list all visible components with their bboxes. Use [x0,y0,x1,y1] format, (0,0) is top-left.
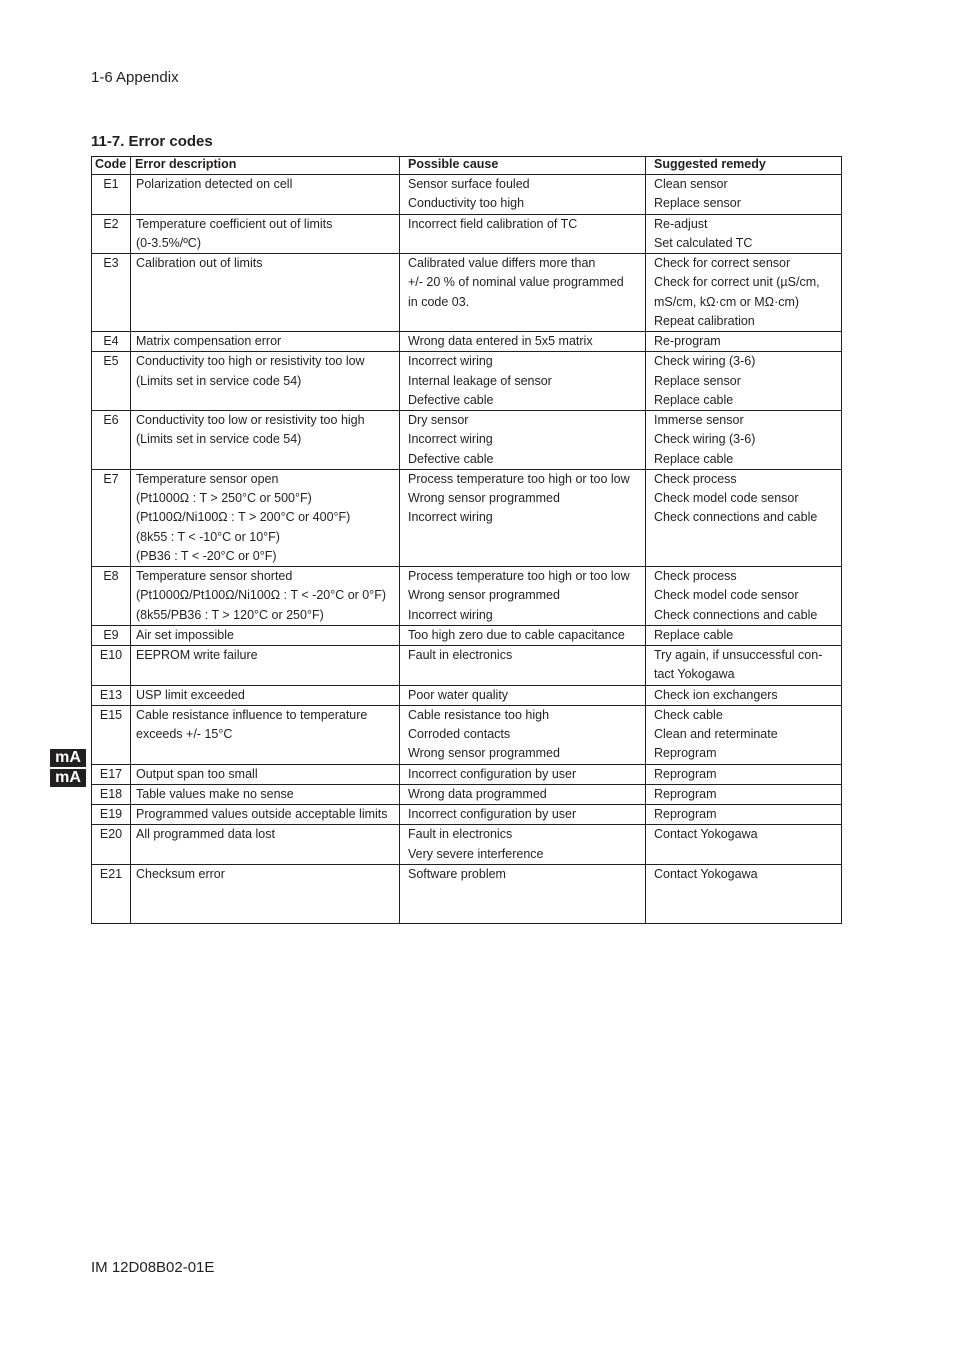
table-row [92,784,842,804]
remedy-cell-line: tact Yokogawa [654,667,735,682]
remedy-cell-line: Check ion exchangers [654,687,778,702]
code-cell [92,254,131,332]
cause-cell [400,685,646,705]
remedy-cell-line: Immerse sensor [654,413,744,427]
description-cell [131,805,400,825]
cause-cell [400,214,646,254]
cause-cell [400,254,646,332]
description-cell-line: Table values make no sense [136,786,294,801]
cause-cell-line: Poor water quality [408,687,509,702]
cause-cell-line: Wrong sensor programmed [408,588,560,603]
error-code: E19 [99,807,123,821]
cause-cell-line: Fault in electronics [408,827,513,842]
remedy-cell [646,864,842,923]
cause-cell-line: Sensor surface fouled [408,177,530,191]
description-cell [131,175,400,215]
remedy-cell [646,411,842,470]
remedy-cell-line: Repeat calibration [654,313,755,328]
code-cell [92,705,131,764]
cause-cell-line: Fault in electronics [408,648,513,662]
code-cell [92,332,131,352]
cause-cell-line: Incorrect configuration by user [408,766,577,781]
description-cell-line: Conductivity too low or resistivity too high [136,413,365,427]
description-cell-line: (8k55 : T < -10°C or 10°F) [136,529,280,544]
description-cell-line: Temperature sensor open [136,471,279,486]
description-cell-line: Temperature sensor shorted [136,569,293,583]
cause-cell-line: Process temperature too high or too low [408,569,630,583]
remedy-cell-line: Replace cable [654,392,734,407]
cause-cell-line: +/- 20 % of nominal value programmed [408,275,624,290]
table-row [92,332,842,352]
remedy-cell-line: Clean and reterminate [654,727,778,741]
error-code: E20 [99,827,123,842]
remedy-cell-line: Check cable [654,707,723,722]
description-cell [131,567,400,626]
cause-cell-line: Wrong data entered in 5x5 matrix [408,334,593,348]
description-cell [131,352,400,411]
description-cell [131,764,400,784]
cause-cell-line: Dry sensor [408,413,469,427]
description-cell [131,332,400,352]
error-code: E8 [103,569,119,583]
remedy-cell-line: Check connections and cable [654,607,818,622]
cause-cell-line: Software problem [408,866,506,881]
description-cell-line: (8k55/PB36 : T > 120°C or 250°F) [136,607,324,622]
page-header: 1-6 Appendix [91,69,179,86]
cause-cell [400,784,646,804]
remedy-cell-line: Reprogram [654,807,717,821]
code-cell [92,864,131,923]
cause-cell-line: Incorrect wiring [408,607,493,622]
remedy-cell-line: Check for correct sensor [654,256,791,270]
remedy-cell-line: Check model code sensor [654,588,799,603]
description-cell-line: (PB36 : T < -20°C or 0°F) [136,548,277,563]
code-cell [92,784,131,804]
remedy-cell-line: Re-program [654,334,721,348]
table-header-row [92,157,842,175]
column-header-description: Error description [131,157,400,175]
table-row [92,254,842,332]
cause-cell-line: Wrong data programmed [408,786,547,801]
remedy-cell-line: Try again, if unsuccessful con- [654,648,823,662]
code-cell [92,685,131,705]
remedy-cell-line: Reprogram [654,746,717,761]
remedy-cell-line: Check process [654,471,737,486]
cause-cell-line: Conductivity too high [408,196,525,211]
remedy-cell-line: mS/cm, kΩ·cm or MΩ·cm) [654,294,800,309]
remedy-cell [646,764,842,784]
error-code: E18 [99,786,123,801]
cause-cell [400,646,646,686]
table-row [92,864,842,923]
error-code: E17 [99,766,123,781]
description-cell [131,825,400,865]
cause-cell [400,825,646,865]
error-code: E4 [103,334,119,348]
error-code: E13 [99,687,123,702]
cause-cell-line: Calibrated value differs more than [408,256,596,270]
code-cell [92,625,131,645]
remedy-cell-line: Set calculated TC [654,235,753,250]
description-cell-line: All programmed data lost [136,827,275,842]
table-row [92,685,842,705]
description-cell-line: (Pt100Ω/Ni100Ω : T > 200°C or 400°F) [136,510,351,525]
cause-cell-line: Process temperature too high or too low [408,471,630,486]
description-cell-line: (0-3.5%/ºC) [136,235,201,250]
description-cell-line: Cable resistance influence to temperature [136,707,368,722]
page-footer: IM 12D08B02-01E [91,1259,215,1276]
table-row [92,825,842,865]
code-cell [92,805,131,825]
table-row [92,214,842,254]
table-row [92,411,842,470]
error-code: E9 [103,627,119,642]
remedy-cell-line: Replace cable [654,627,734,642]
description-cell-line: Polarization detected on cell [136,177,293,191]
cause-cell [400,469,646,566]
description-cell-line: Matrix compensation error [136,334,282,348]
table-row [92,646,842,686]
remedy-cell [646,805,842,825]
ma-marker: mA [50,749,86,767]
cause-cell-line: Incorrect wiring [408,510,493,525]
cause-cell-line: Cable resistance too high [408,707,550,722]
error-code: E7 [103,471,119,486]
cause-cell-line: Incorrect configuration by user [408,807,577,821]
remedy-cell-line: Replace sensor [654,196,741,211]
remedy-cell-line: Contact Yokogawa [654,866,758,881]
table-row [92,764,842,784]
remedy-cell [646,332,842,352]
description-cell [131,625,400,645]
description-cell-line: Calibration out of limits [136,256,263,270]
remedy-cell-line: Check wiring (3-6) [654,432,756,447]
description-cell [131,705,400,764]
remedy-cell [646,705,842,764]
cause-cell-line: in code 03. [408,294,470,309]
description-cell-line: EEPROM write failure [136,648,258,662]
code-cell [92,567,131,626]
code-cell [92,646,131,686]
error-code: E2 [103,216,119,231]
remedy-cell [646,175,842,215]
cause-cell-line: Wrong sensor programmed [408,491,560,505]
remedy-cell [646,214,842,254]
description-cell [131,784,400,804]
remedy-cell-line: Re-adjust [654,216,708,231]
description-cell-line: Output span too small [136,766,258,781]
cause-cell [400,705,646,764]
table-row [92,469,842,566]
error-code: E5 [103,354,119,369]
code-cell [92,214,131,254]
cause-cell [400,625,646,645]
cause-cell [400,864,646,923]
remedy-cell [646,685,842,705]
code-cell [92,469,131,566]
description-cell [131,685,400,705]
cause-cell [400,352,646,411]
description-cell-line: exceeds +/- 15°C [136,727,233,741]
description-cell [131,864,400,923]
remedy-cell [646,784,842,804]
table-row [92,175,842,215]
cause-cell [400,805,646,825]
table-body [92,175,842,924]
description-cell-line: USP limit exceeded [136,687,245,702]
code-cell [92,175,131,215]
ma-marker: mA [50,769,86,787]
description-cell-line: Air set impossible [136,627,234,642]
error-code: E1 [103,177,119,191]
cause-cell-line: Too high zero due to cable capacitance [408,627,625,642]
remedy-cell [646,825,842,865]
cause-cell [400,175,646,215]
description-cell-line: (Pt1000Ω/Pt100Ω/Ni100Ω : T < -20°C or 0°F) [136,588,387,603]
table-row [92,625,842,645]
error-code: E10 [99,648,123,662]
remedy-cell-line: Replace cable [654,451,734,466]
error-code: E21 [99,866,123,881]
remedy-cell-line: Check model code sensor [654,491,799,505]
column-header-remedy: Suggested remedy [646,157,842,175]
cause-cell-line: Wrong sensor programmed [408,746,560,761]
description-cell-line: Conductivity too high or resistivity too low [136,354,365,369]
cause-cell-line: Incorrect wiring [408,354,493,369]
description-cell-line: Temperature coefficient out of limits [136,216,333,231]
cause-cell [400,411,646,470]
remedy-cell-line: Clean sensor [654,177,728,191]
error-code: E6 [103,413,119,427]
description-cell [131,411,400,470]
description-cell [131,214,400,254]
section-title: 11-7. Error codes [91,133,213,150]
code-cell [92,764,131,784]
error-codes-table [91,156,842,924]
remedy-cell [646,469,842,566]
error-code: E15 [99,707,123,722]
remedy-cell [646,254,842,332]
description-cell-line: (Pt1000Ω : T > 250°C or 500°F) [136,491,312,505]
cause-cell-line: Defective cable [408,392,494,407]
code-cell [92,825,131,865]
remedy-cell-line: Check process [654,569,737,583]
remedy-cell-line: Contact Yokogawa [654,827,758,842]
code-cell [92,352,131,411]
table-row [92,805,842,825]
cause-cell-line: Incorrect field calibration of TC [408,216,578,231]
cause-cell-line: Defective cable [408,451,494,466]
description-cell-line: (Limits set in service code 54) [136,432,302,447]
remedy-cell [646,567,842,626]
remedy-cell [646,646,842,686]
description-cell [131,469,400,566]
table-row [92,705,842,764]
remedy-cell-line: Replace sensor [654,373,741,388]
table-row [92,567,842,626]
cause-cell [400,567,646,626]
remedy-cell-line: Check for correct unit (µS/cm, [654,275,820,290]
description-cell-line: (Limits set in service code 54) [136,373,302,388]
remedy-cell-line: Check connections and cable [654,510,818,525]
cause-cell [400,332,646,352]
remedy-cell-line: Reprogram [654,786,717,801]
description-cell [131,646,400,686]
remedy-cell-line: Check wiring (3-6) [654,354,756,369]
cause-cell-line: Very severe interference [408,846,544,861]
code-cell [92,411,131,470]
cause-cell-line: Corroded contacts [408,727,511,741]
cause-cell-line: Internal leakage of sensor [408,373,552,388]
column-header-cause: Possible cause [400,157,646,175]
description-cell-line: Programmed values outside acceptable limits [136,807,388,821]
cause-cell-line: Incorrect wiring [408,432,493,447]
table-row [92,352,842,411]
description-cell [131,254,400,332]
column-header-code: Code [92,157,131,175]
error-code: E3 [103,256,119,270]
remedy-cell-line: Reprogram [654,766,717,781]
remedy-cell [646,625,842,645]
description-cell-line: Checksum error [136,866,225,881]
cause-cell [400,764,646,784]
remedy-cell [646,352,842,411]
